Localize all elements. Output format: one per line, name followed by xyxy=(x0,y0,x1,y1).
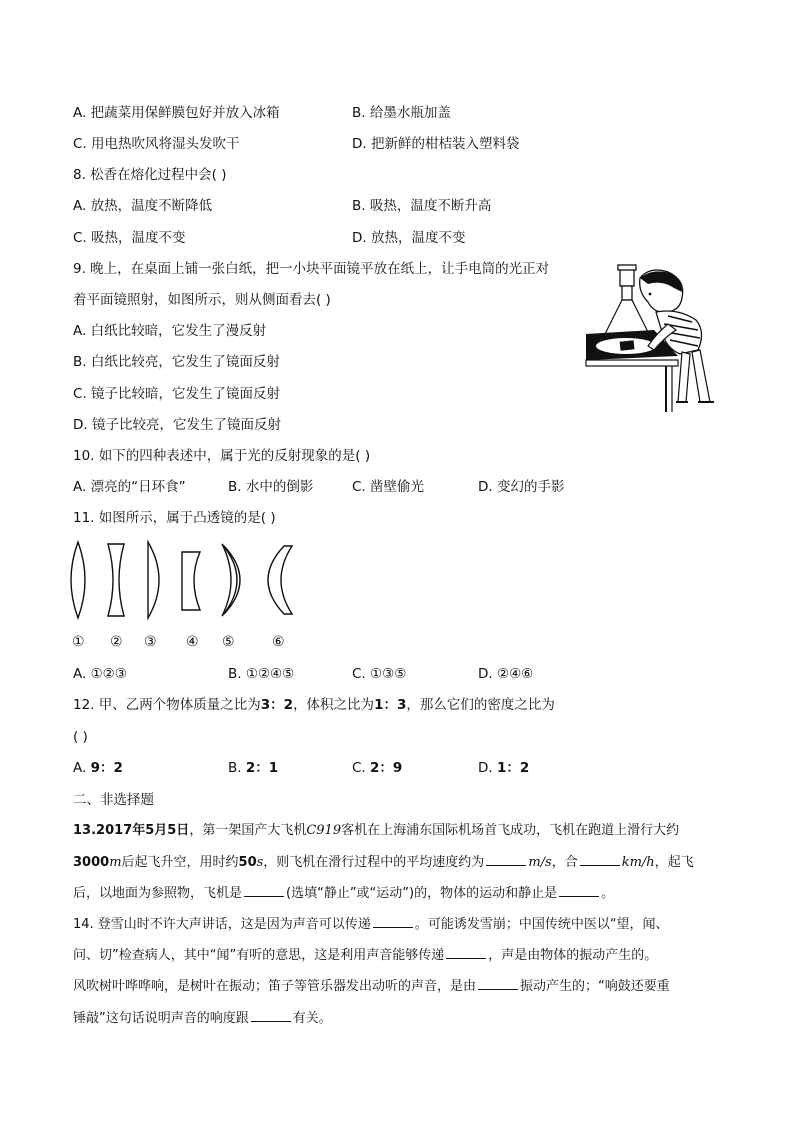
q13-line1 xyxy=(73,822,679,840)
q10-option-a: A. 漂亮的“日环食” xyxy=(73,479,186,495)
lens-label-5: ⑤ xyxy=(222,634,235,650)
q13-date: 2017年5月5日 xyxy=(96,823,190,838)
q13-text8: (选填“静止”或“运动”)的，物体的运动和静止是 xyxy=(286,886,558,901)
q13-time: 50 xyxy=(238,855,257,870)
q14-text2a: 问、切”检查病人，其中“闻”有听的意思，这是利用声音能够传递 xyxy=(73,948,445,963)
q13-text6: ，起飞 xyxy=(654,855,694,870)
q14-line2 xyxy=(73,946,657,965)
section-title: 二、非选择题 xyxy=(73,792,154,808)
q7-option-a: A. 把蔬菜用保鲜膜包好并放入冰箱 xyxy=(73,105,280,121)
q14-blank-4[interactable] xyxy=(251,1009,291,1022)
q14-text3a: 风吹树叶哗哗响，是树叶在振动；笛子等管乐器发出动听的声音，是由 xyxy=(73,979,477,994)
q9-stem-line1: 9. 晚上，在桌面上铺一张白纸，把一小块平面镜平放在纸上，让手电筒的光正对 xyxy=(73,261,550,277)
lens-1 xyxy=(71,542,85,618)
q12-c-letter: C. xyxy=(352,760,366,776)
q13-text7: 后，以地面为参照物，飞机是 xyxy=(73,886,243,901)
q9-stem-line2: 着平面镜照射，如图所示，则从侧面看去( ) xyxy=(73,292,331,308)
lens-3 xyxy=(148,542,159,618)
q11-option-c: C. ①③⑤ xyxy=(352,666,407,682)
q13-plane: C919 xyxy=(306,823,342,838)
q12-d-letter: D. xyxy=(478,760,493,776)
q14-text1a: 14. 登雪山时不许大声讲话，这是因为声音可以传递 xyxy=(73,917,371,932)
q9-option-c: C. 镜子比较暗，它发生了镜面反射 xyxy=(73,386,281,402)
q14-line3 xyxy=(73,977,670,996)
q12-d-value: 1：2 xyxy=(496,760,530,776)
q13-text1: ，第一架国产大飞机 xyxy=(189,823,307,838)
q12-stem-pre: 12. 甲、乙两个物体质量之比为 xyxy=(73,697,261,713)
lens-2 xyxy=(108,544,124,616)
q14-blank-2[interactable] xyxy=(446,946,486,959)
q7-option-d: D. 把新鲜的柑桔装入塑料袋 xyxy=(352,136,520,152)
q9-option-b: B. 白纸比较亮，它发生了镜面反射 xyxy=(73,354,280,370)
q12-option-b xyxy=(228,759,278,777)
q13-text4: ，则飞机在滑行过程中的平均速度约为 xyxy=(263,855,485,870)
q13-line2 xyxy=(73,853,694,872)
q13-text3: 后起飞升空，用时约 xyxy=(121,855,239,870)
q13-time-unit: s xyxy=(256,855,264,870)
q10-option-b: B. 水中的倒影 xyxy=(228,479,314,495)
lens-label-6: ⑥ xyxy=(272,634,285,650)
q13-num: 13. xyxy=(73,823,97,838)
lens-label-4: ④ xyxy=(186,634,199,650)
q13-blank-3[interactable] xyxy=(244,884,284,897)
q9-option-a: A. 白纸比较暗，它发生了漫反射 xyxy=(73,323,267,339)
q12-a-letter: A. xyxy=(73,760,87,776)
q8-option-a: A. 放热，温度不断降低 xyxy=(73,198,213,214)
q13-line3 xyxy=(73,884,614,903)
lens-5 xyxy=(222,544,237,616)
q13-blank-1[interactable] xyxy=(486,853,526,866)
q12-paren: ( ) xyxy=(73,729,88,745)
lens-label-1: ① xyxy=(72,634,85,650)
q8-stem: 8. 松香在熔化过程中会( ) xyxy=(73,167,227,183)
q12-b-letter: B. xyxy=(228,760,242,776)
q11-stem: 11. 如图所示，属于凸透镜的是( ) xyxy=(73,510,276,526)
q12-mass-ratio: 3：2 xyxy=(260,697,294,713)
q13-distance: 3000 xyxy=(73,855,110,870)
q13-distance-unit: m xyxy=(109,855,122,870)
q7-option-b: B. 给墨水瓶加盖 xyxy=(352,105,451,121)
q13-unit-ms: m/s xyxy=(528,855,552,870)
q13-blank-4[interactable] xyxy=(559,884,599,897)
q12-option-c xyxy=(352,759,402,777)
q13-text5: ，合 xyxy=(551,855,578,870)
q14-text2b: ，声是由物体的振动产生的。 xyxy=(488,948,658,963)
q10-option-d: D. 变幻的手影 xyxy=(478,479,565,495)
q13-blank-2[interactable] xyxy=(580,853,620,866)
q14-blank-3[interactable] xyxy=(478,977,518,990)
q14-blank-1[interactable] xyxy=(373,915,413,928)
lens-label-2: ② xyxy=(110,634,123,650)
q8-option-b: B. 吸热，温度不断升高 xyxy=(352,198,492,214)
q12-stem-mid: ，体积之比为 xyxy=(293,697,375,713)
q12-stem xyxy=(73,696,555,714)
q13-text9: 。 xyxy=(601,886,615,901)
q12-option-d xyxy=(478,759,529,777)
q8-option-d: D. 放热，温度不变 xyxy=(352,230,466,246)
q13-text2: 客机在上海浦东国际机场首飞成功，飞机在跑道上滑行大约 xyxy=(341,823,680,838)
q9-option-d: D. 镜子比较亮，它发生了镜面反射 xyxy=(73,417,281,433)
lens-6 xyxy=(268,546,292,614)
lens-figure xyxy=(66,538,306,628)
q12-volume-ratio: 1：3 xyxy=(374,697,407,713)
q7-option-c: C. 用电热吹风将湿头发吹干 xyxy=(73,136,240,152)
q12-c-value: 2：9 xyxy=(370,760,403,776)
q13-unit-kmh: km/h xyxy=(621,855,655,870)
lens-label-3: ③ xyxy=(144,634,157,650)
q10-stem: 10. 如下的四种表述中，属于光的反射现象的是( ) xyxy=(73,448,371,464)
q14-text3b: 振动产生的；“响鼓还要重 xyxy=(520,979,670,994)
q11-option-b: B. ①②④⑤ xyxy=(228,666,295,682)
q14-text1b: 。可能诱发雪崩；中国传统中医以“望，闻、 xyxy=(414,917,669,932)
q14-line4 xyxy=(73,1009,332,1028)
q12-b-value: 2：1 xyxy=(245,760,279,776)
q14-text4b: 有关。 xyxy=(292,1011,332,1026)
q12-stem-post: ，那么它们的密度之比为 xyxy=(406,697,555,713)
q14-line1 xyxy=(73,915,669,934)
q14-text4a: 锤敲”这句话说明声音的响度跟 xyxy=(73,1011,249,1026)
q12-a-value: 9：2 xyxy=(90,760,123,776)
q10-option-c: C. 凿壁偷光 xyxy=(352,479,425,495)
lens-4 xyxy=(182,552,200,610)
q12-option-a xyxy=(73,759,123,777)
q11-option-d: D. ②④⑥ xyxy=(478,666,534,682)
flashlight-mirror-illustration xyxy=(582,262,722,422)
q11-option-a: A. ①②③ xyxy=(73,666,127,682)
q8-option-c: C. 吸热，温度不变 xyxy=(73,230,186,246)
